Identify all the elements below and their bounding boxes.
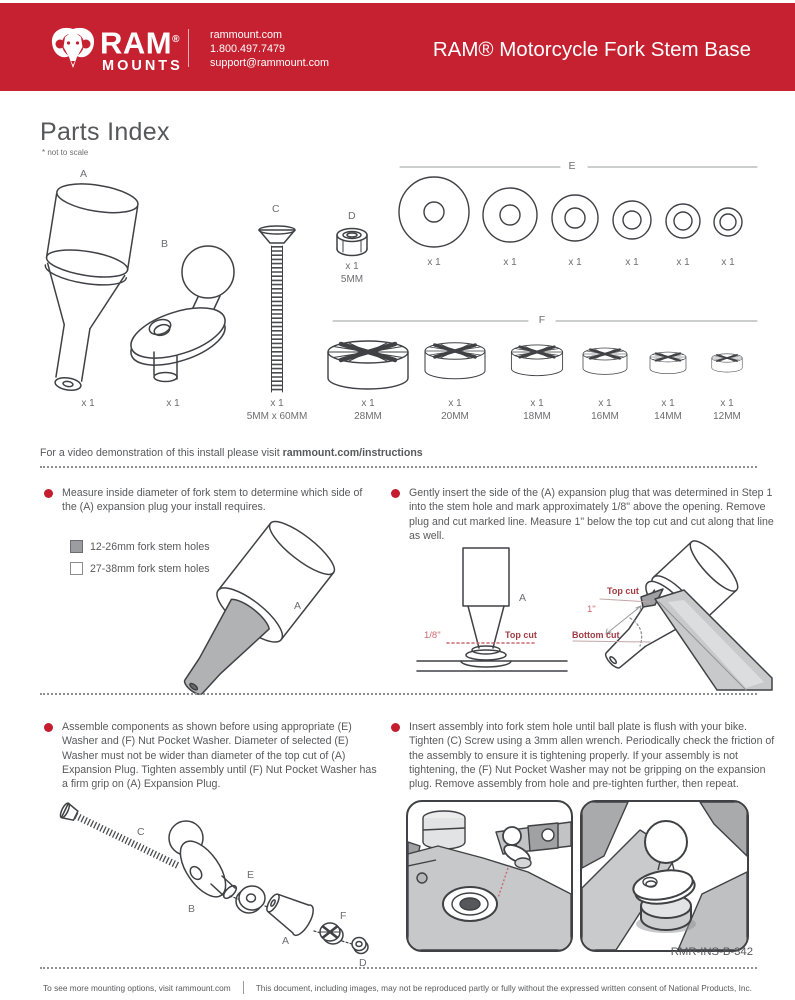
f-washer-size: 12MM bbox=[713, 411, 741, 422]
f-washer-size: 20MM bbox=[441, 411, 469, 422]
f-washer-size: 14MM bbox=[654, 411, 682, 422]
e-washer-qty: x 1 bbox=[721, 257, 735, 268]
step2-oneinch-label: 1" bbox=[587, 604, 596, 615]
step4-photo-left bbox=[406, 800, 573, 952]
contact-block bbox=[210, 28, 329, 70]
f-washer-qty: x 1 bbox=[720, 398, 734, 409]
f-washer-size: 28MM bbox=[354, 411, 382, 422]
part-a-label: A bbox=[80, 168, 88, 180]
f-washer-size: 18MM bbox=[523, 411, 551, 422]
step4-photo-right bbox=[580, 800, 749, 952]
motorcycle-install-illustration-1 bbox=[408, 802, 571, 950]
legend-white-swatch bbox=[70, 562, 83, 575]
f-washer-qty: x 1 bbox=[448, 398, 462, 409]
part-c-size: 5MM x 60MM bbox=[246, 411, 308, 422]
f-washers-drawing bbox=[328, 341, 742, 389]
registered-mark: ® bbox=[172, 34, 180, 45]
video-note-link: rammount.com/instructions bbox=[282, 447, 423, 459]
part-b-drawing bbox=[125, 246, 234, 382]
document-title: RAM® Motorcycle Fork Stem Base bbox=[432, 38, 751, 61]
step3-part-f-label: F bbox=[340, 910, 347, 922]
f-washer-qty: x 1 bbox=[530, 398, 544, 409]
step3-part-a-label: A bbox=[282, 935, 290, 947]
step2-text: Gently insert the side of the (A) expansion plug that was determined in Step 1 into the stem hole and mark approximately 1/8" above the opening. Remove plug and cut marked line. Measure 1" below the top cut and cut along that line as well. bbox=[409, 487, 774, 542]
e-washer-qty: x 1 bbox=[676, 257, 690, 268]
footer-right-text: This document, including images, may not be reproduced partly or fully without the expressed written consent of National Products, Inc. bbox=[255, 982, 752, 993]
part-c-label: C bbox=[272, 203, 280, 215]
step3-bullet bbox=[44, 723, 53, 732]
step3-part-e-label: E bbox=[247, 869, 255, 881]
motorcycle-install-illustration-2 bbox=[582, 802, 747, 950]
ram-head-logo-icon bbox=[48, 23, 98, 75]
parts-index-note: * not to scale bbox=[42, 148, 89, 157]
part-c-qty: x 1 bbox=[270, 398, 284, 409]
separator-dotted bbox=[40, 466, 757, 468]
footer bbox=[0, 981, 795, 994]
brand-name: RAM® bbox=[100, 25, 180, 61]
separator-dotted bbox=[40, 693, 757, 695]
step3-assembly-drawing bbox=[59, 802, 368, 954]
footer-left-text: To see more mounting options, visit rammount.com bbox=[43, 982, 231, 993]
legend-white-label: 27-38mm fork stem holes bbox=[90, 563, 210, 575]
e-washer-qty: x 1 bbox=[503, 257, 517, 268]
legend-gray-swatch bbox=[70, 540, 83, 553]
part-a-qty: x 1 bbox=[81, 398, 95, 409]
step2-part-a-label: A bbox=[519, 592, 527, 604]
step1-text: Measure inside diameter of fork stem to determine which side of the (A) expansion plug your install requires. bbox=[62, 487, 363, 514]
step1-part-a-label: A bbox=[294, 600, 302, 612]
contact-phone: 1.800.497.7479 bbox=[210, 43, 286, 55]
part-b-qty: x 1 bbox=[166, 398, 180, 409]
part-d-drawing bbox=[337, 229, 367, 256]
step3-part-b-label: B bbox=[188, 903, 196, 915]
f-washer-qty: x 1 bbox=[661, 398, 675, 409]
e-washer-qty: x 1 bbox=[427, 257, 441, 268]
f-washer-qty: x 1 bbox=[598, 398, 612, 409]
step2-topcut-left-label: Top cut bbox=[505, 630, 537, 640]
part-b-label: B bbox=[161, 238, 169, 250]
document-number: RMR-INS-B-342 bbox=[670, 946, 753, 958]
header-bar bbox=[0, 3, 795, 91]
step2-bullet bbox=[391, 489, 400, 498]
separator-dotted bbox=[40, 967, 757, 969]
f-washer-qty: x 1 bbox=[361, 398, 375, 409]
part-e-label: E bbox=[568, 160, 576, 172]
step2-cut-drawing bbox=[573, 535, 772, 690]
part-d-label: D bbox=[348, 210, 356, 222]
part-f-label: F bbox=[538, 314, 546, 326]
step4-bullet bbox=[391, 723, 400, 732]
f-washer-size: 16MM bbox=[591, 411, 619, 422]
e-washer-qty: x 1 bbox=[625, 257, 639, 268]
part-d-size: 5MM bbox=[340, 274, 364, 285]
header-divider bbox=[188, 29, 189, 67]
video-note-text: For a video demonstration of this install please visit bbox=[40, 447, 280, 459]
step2-bottomcut-label: Bottom cut bbox=[572, 630, 620, 640]
step2-eighth-label: 1/8" bbox=[424, 630, 441, 641]
step2-stem-drawing bbox=[417, 548, 567, 671]
step1-bullet bbox=[44, 489, 53, 498]
legend-gray-label: 12-26mm fork stem holes bbox=[90, 541, 210, 553]
e-washers-drawing bbox=[399, 177, 742, 247]
contact-email: support@rammount.com bbox=[210, 57, 329, 69]
part-a-drawing bbox=[27, 179, 140, 396]
step3-text: Assemble components as shown before using appropriate (E) Washer and (F) Nut Pocket Washer. Diameter of selected (E) Washer must not be wider than diameter of the top cut of (A) Expansion Plug. Tighten assembly until (F) Nut Pocket Washer has a firm grip on (A) Expansion Plug. bbox=[62, 721, 377, 791]
e-washer-qty: x 1 bbox=[568, 257, 582, 268]
video-note bbox=[40, 447, 423, 459]
step3-part-c-label: C bbox=[137, 826, 145, 838]
part-c-drawing bbox=[259, 226, 295, 392]
step2-topcut-right-label: Top cut bbox=[607, 586, 639, 596]
footer-divider bbox=[243, 981, 244, 994]
brand-subname: MOUNTS bbox=[102, 58, 183, 74]
step4-text: Insert assembly into fork stem hole until ball plate is flush with your bike. Tighten (C) Screw using a 3mm allen wrench. Periodically check the friction of the assembly to ensure it is tightening properly. If your assembly is not tightening, the (F) Nut Pocket Washer may not be gripping on the expansion plug. Remove assembly from hole and pre-tighten further, then repeat. bbox=[409, 721, 775, 791]
step3-part-d-label: D bbox=[359, 957, 367, 969]
parts-index-title: Parts Index bbox=[40, 118, 170, 146]
part-d-qty: x 1 bbox=[345, 261, 359, 272]
contact-website: rammount.com bbox=[210, 29, 282, 41]
